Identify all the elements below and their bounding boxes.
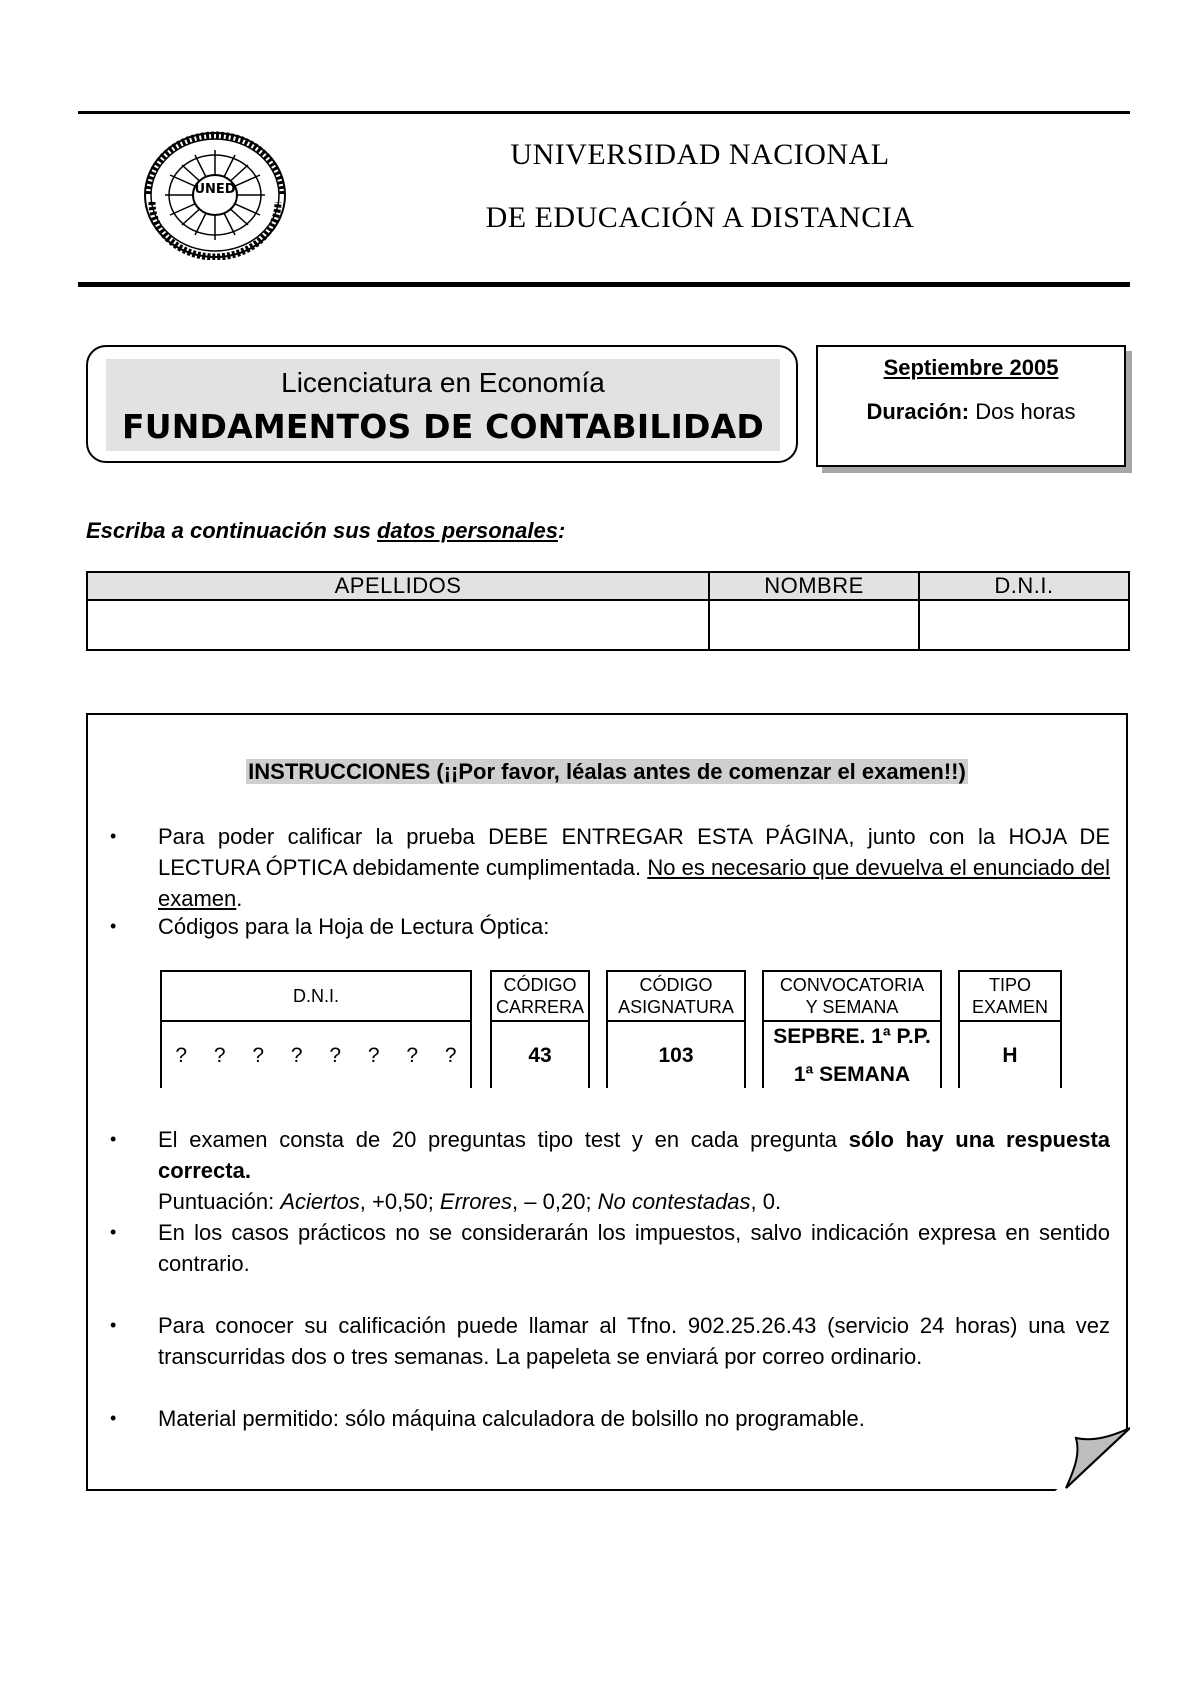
dni-digit: ?: [367, 1044, 380, 1067]
header-top-rule: [78, 111, 1130, 114]
code-tipo-examen: [958, 970, 1062, 1088]
uned-seal-icon: [140, 130, 290, 260]
b3-aciertos: Aciertos: [280, 1189, 360, 1214]
prompt-suffix: :: [557, 518, 566, 543]
code-asignatura-value: 103: [658, 1044, 694, 1067]
code-tipo-value: H: [1002, 1044, 1018, 1067]
instructions-title: [88, 759, 1126, 785]
dni-digit: ?: [290, 1044, 303, 1067]
convocatoria-header-line2: Y SEMANA: [805, 997, 899, 1017]
course-title-box: [86, 345, 798, 463]
code-dni: [160, 970, 472, 1088]
dni-digit: ?: [252, 1044, 265, 1067]
dni-digit: ?: [329, 1044, 342, 1067]
b3-score-label: Puntuación:: [158, 1189, 281, 1214]
nombre-field[interactable]: [709, 600, 919, 650]
prompt-underlined: datos personales: [376, 518, 558, 543]
code-asignatura-header: [608, 972, 744, 1022]
b1-text: Para poder calificar la prueba DEBE ENTREGAR ESTA PÁGINA, junto con la HOJA DE LECTURA ÓPTICA debidamente cumplimentada.: [158, 824, 1110, 880]
bullet-icon: •: [110, 1222, 117, 1242]
apellidos-field[interactable]: [87, 600, 709, 650]
code-carrera-value: 43: [528, 1044, 552, 1067]
bullet-icon: •: [110, 1315, 117, 1335]
b3-errores-val: , – 0,20;: [512, 1189, 598, 1214]
b3-aciertos-val: , +0,50;: [359, 1189, 440, 1214]
duration-label: Duración:: [866, 399, 970, 424]
subject-name: FUNDAMENTOS DE CONTABILIDAD: [122, 407, 764, 446]
b3-bold: sólo hay una respuesta correcta.: [158, 1127, 1111, 1183]
instruction-text: En los casos prácticos no se considerarán los impuestos, salvo indicación expresa en sentido contrario.: [158, 1220, 1110, 1276]
page-curl-icon: [1054, 1426, 1130, 1492]
bullet-icon: •: [110, 1408, 117, 1428]
instruction-text: Para conocer su calificación puede llamar al Tfno. 902.25.26.43 (servicio 24 horas) una vez transcurridas dos o tres semanas. La papeleta se enviará por correo ordinario.: [158, 1313, 1110, 1369]
code-convocatoria-value: [764, 1022, 940, 1090]
b3-errores: Errores: [439, 1189, 513, 1214]
dni-digit: ?: [175, 1044, 188, 1067]
seal-monogram: UNED: [194, 182, 236, 197]
dni-digit: ?: [213, 1044, 226, 1067]
instruction-text: Material permitido: sólo máquina calculadora de bolsillo no programable.: [158, 1406, 865, 1431]
convocatoria-header-line1: CONVOCATORIA: [779, 975, 925, 995]
dni-field[interactable]: [919, 600, 1129, 650]
code-convocatoria: [762, 970, 942, 1088]
code-tipo-header: [960, 972, 1060, 1022]
b1-end: .: [236, 886, 243, 911]
personal-data-table: [86, 571, 1130, 651]
dni-digit: ?: [444, 1044, 457, 1067]
course-title-shade: [106, 359, 780, 451]
code-dni-header: D.N.I.: [162, 972, 470, 1022]
header-bottom-rule: [78, 282, 1130, 287]
b1-underlined: No es necesario que devuelva el enunciado del examen: [158, 855, 1110, 911]
exam-duration: [818, 399, 1124, 425]
code-carrera: [490, 970, 590, 1088]
instruction-text: [158, 821, 1110, 914]
b3-text: El examen consta de 20 preguntas tipo test y en cada pregunta: [158, 1127, 849, 1152]
b3-no-contestadas-val: , 0.: [750, 1189, 782, 1214]
instruction-text: Códigos para la Hoja de Lectura Óptica:: [158, 914, 550, 939]
convocatoria-value-line2: 1ª SEMANA: [793, 1063, 911, 1086]
duration-value: Dos horas: [975, 399, 1076, 424]
instruction-text: [158, 1124, 1110, 1217]
carrera-header-line2: CARRERA: [495, 997, 584, 1017]
university-name-line1: UNIVERSIDAD NACIONAL: [510, 138, 890, 171]
prompt-prefix: Escriba a continuación sus: [86, 518, 377, 543]
degree-name: Licenciatura en Economía: [281, 367, 605, 398]
column-dni: D.N.I.: [919, 572, 1129, 600]
asignatura-header-line1: CÓDIGO: [639, 975, 713, 995]
dni-digit: ?: [406, 1044, 419, 1067]
code-dni-values: [162, 1022, 470, 1090]
tipo-header-line1: TIPO: [988, 975, 1031, 995]
carrera-header-line1: CÓDIGO: [503, 975, 577, 995]
convocatoria-value-line1: SEPBRE. 1ª P.P.: [773, 1025, 931, 1048]
asignatura-header-line2: ASIGNATURA: [618, 997, 734, 1017]
bullet-icon: •: [110, 1129, 117, 1149]
instructions-box: [86, 713, 1128, 1491]
exam-info-box: [816, 345, 1126, 467]
exam-date: Septiembre 2005: [883, 355, 1059, 380]
code-carrera-header: [492, 972, 588, 1022]
instructions-title-text: INSTRUCCIONES (¡¡Por favor, léalas antes de comenzar el examen!!): [248, 759, 966, 784]
tipo-header-line2: EXAMEN: [971, 997, 1049, 1017]
personal-data-prompt: [86, 518, 565, 544]
code-asignatura: [606, 970, 746, 1088]
column-apellidos: APELLIDOS: [87, 572, 709, 600]
b3-no-contestadas: No contestadas: [597, 1189, 751, 1214]
university-name-line2: DE EDUCACIÓN A DISTANCIA: [485, 201, 915, 234]
code-convocatoria-header: [764, 972, 940, 1022]
column-nombre: NOMBRE: [709, 572, 919, 600]
bullet-icon: •: [110, 916, 117, 936]
bullet-icon: •: [110, 826, 117, 846]
